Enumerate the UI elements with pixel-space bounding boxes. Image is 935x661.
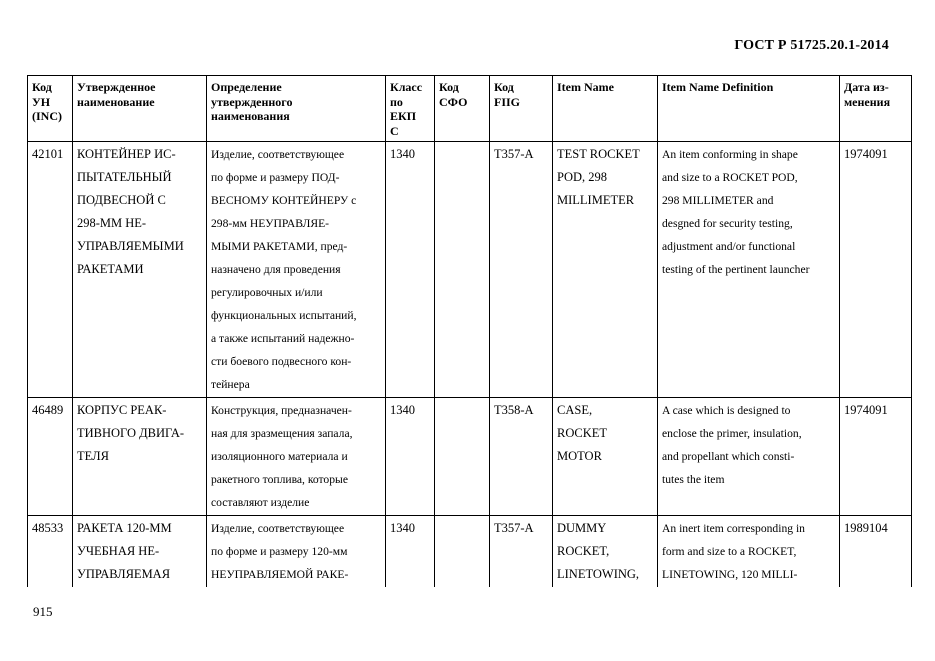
column-header-approved-name: Утвержденное наименование [73, 76, 207, 142]
cell-change-date: 1974091 [840, 142, 912, 398]
cell-fiig: T357-A [490, 142, 553, 398]
cell-fiig: T358-A [490, 398, 553, 516]
cell-sfo [435, 516, 490, 588]
column-header-sfo: Код СФО [435, 76, 490, 142]
column-header-change-date: Дата из- менения [840, 76, 912, 142]
cell-approved-name: РАКЕТА 120-ММ УЧЕБНАЯ НЕ- УПРАВЛЯЕМАЯ [73, 516, 207, 588]
specification-table [27, 75, 912, 587]
cell-class: 1340 [386, 398, 435, 516]
cell-item-name: TEST ROCKET POD, 298 MILLIMETER [553, 142, 658, 398]
cell-change-date: 1974091 [840, 398, 912, 516]
page-number: 915 [33, 604, 53, 619]
column-header-fiig: Код FIIG [490, 76, 553, 142]
cell-class: 1340 [386, 142, 435, 398]
column-header-item-name-definition: Item Name Definition [658, 76, 840, 142]
column-header-class: Класс по ЕКП С [386, 76, 435, 142]
cell-item-name: CASE, ROCKET MOTOR [553, 398, 658, 516]
cell-definition: Изделие, соответствующее по форме и размеру ПОД- ВЕСНОМУ КОНТЕЙНЕРУ с 298-мм НЕУПРАВЛЯЕ- МЫМИ РАКЕТАМИ, пред- назначено для проведения регулировочных и/или функциональных испытаний, а также испытаний надежно- сти боевого подвесного кон- тейнера [207, 142, 386, 398]
cell-sfo [435, 398, 490, 516]
cell-item-name: DUMMY ROCKET, LINETOWING, [553, 516, 658, 588]
cell-item-name-definition: An item conforming in shape and size to a ROCKET POD, 298 MILLIMETER and desgned for security testing, adjustment and/or functional testing of the pertinent launcher [658, 142, 840, 398]
table-header-row [28, 76, 912, 142]
column-header-item-name: Item Name [553, 76, 658, 142]
cell-item-name-definition: A case which is designed to enclose the primer, insulation, and propellant which consti- tutes the item [658, 398, 840, 516]
cell-definition: Изделие, соответствующее по форме и размеру 120-мм НЕУПРАВЛЯЕМОЙ РАКЕ- [207, 516, 386, 588]
table-row [28, 142, 912, 398]
column-header-inc: Код УН (INC) [28, 76, 73, 142]
cell-change-date: 1989104 [840, 516, 912, 588]
cell-sfo [435, 142, 490, 398]
column-header-definition: Определение утвержденного наименования [207, 76, 386, 142]
cell-approved-name: КОРПУС РЕАК- ТИВНОГО ДВИГА- ТЕЛЯ [73, 398, 207, 516]
table-row [28, 398, 912, 516]
cell-definition: Конструкция, предназначен- ная для зразмещения запала, изоляционного материала и ракетного топлива, которые составляют изделие [207, 398, 386, 516]
cell-inc: 48533 [28, 516, 73, 588]
cell-approved-name: КОНТЕЙНЕР ИС- ПЫТАТЕЛЬНЫЙ ПОДВЕСНОЙ С 298-ММ НЕ- УПРАВЛЯЕМЫМИ РАКЕТАМИ [73, 142, 207, 398]
cell-item-name-definition: An inert item corresponding in form and size to a ROCKET, LINETOWING, 120 MILLI- [658, 516, 840, 588]
table-row [28, 516, 912, 588]
document-standard-header: ГОСТ Р 51725.20.1-2014 [734, 38, 889, 53]
cell-inc: 46489 [28, 398, 73, 516]
cell-inc: 42101 [28, 142, 73, 398]
cell-class: 1340 [386, 516, 435, 588]
cell-fiig: T357-A [490, 516, 553, 588]
